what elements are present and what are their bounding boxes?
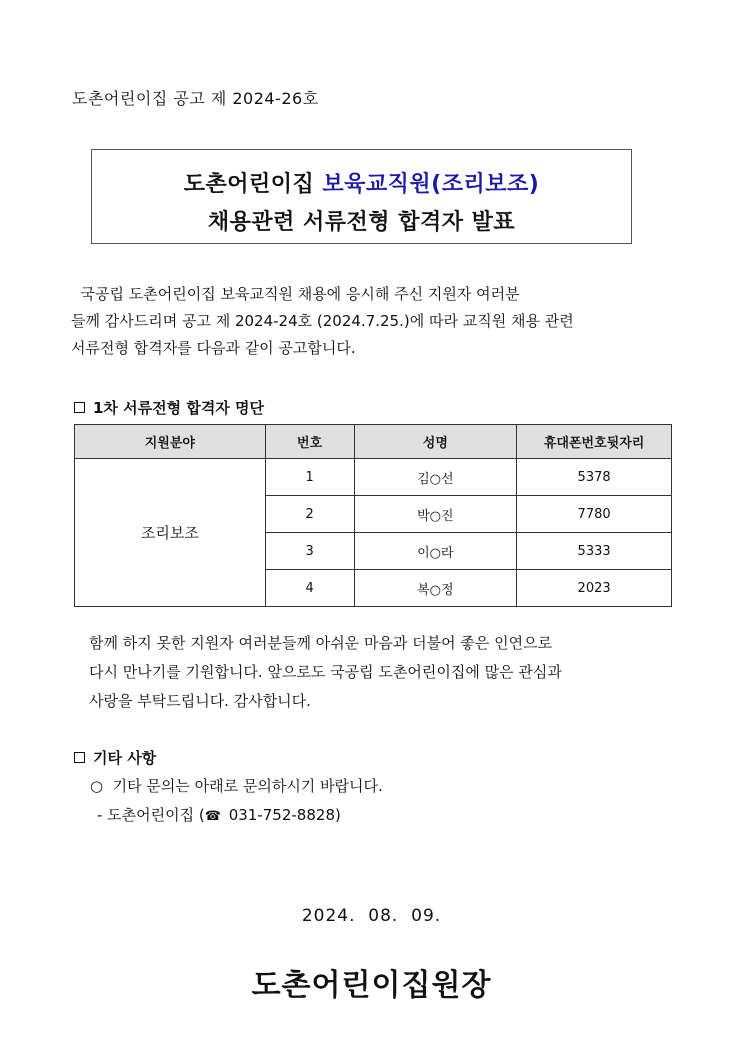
notice-date: 2024. 08. 09. <box>301 906 442 926</box>
closing-paragraph <box>89 629 679 716</box>
title-line-2: 채용관련 서류전형 합격자 발표 <box>207 210 516 235</box>
etc-inquiry-item: ○ 기타 문의는 아래로 문의하시기 바랍니다. <box>90 777 383 795</box>
intro-line: 서류전형 합격자를 다음과 같이 공고합니다. <box>71 339 356 357</box>
phone-cell: 5378 <box>517 459 672 496</box>
closing-line: 다시 만나기를 기원합니다. 앞으로도 국공립 도촌어린이집에 많은 관심과 <box>89 663 562 681</box>
table-header-row <box>75 425 672 459</box>
header-name: 성명 <box>354 425 517 459</box>
name-cell: 복○정 <box>354 570 517 607</box>
section-heading-label: 1차 서류전형 합격자 명단 <box>93 399 265 417</box>
number-cell: 4 <box>265 570 354 607</box>
checkbox-icon <box>74 402 85 413</box>
phone-cell: 5333 <box>517 533 672 570</box>
header-phone: 휴대폰번호뒷자리 <box>517 425 672 459</box>
closing-line: 사랑을 부탁드립니다. 감사합니다. <box>89 692 311 710</box>
header-number: 번호 <box>265 425 354 459</box>
checkbox-icon <box>74 752 85 763</box>
contact-prefix: - 도촌어린이집 ( <box>97 806 205 824</box>
phone-icon: ☎ <box>204 809 221 824</box>
section-heading-etc <box>74 747 156 768</box>
name-cell: 김○선 <box>354 459 517 496</box>
signature: 도촌어린이집원장 <box>251 968 492 1003</box>
roster-table <box>74 424 672 607</box>
name-cell: 박○진 <box>354 496 517 533</box>
table-row <box>75 459 672 496</box>
phone-cell: 2023 <box>517 570 672 607</box>
title-box <box>91 149 632 244</box>
contact-line <box>97 804 341 825</box>
intro-line: 들께 감사드리며 공고 제 2024-24호 (2024.7.25.)에 따라 교직원 채용 관련 <box>71 312 574 330</box>
phone-cell: 7780 <box>517 496 672 533</box>
closing-line: 함께 하지 못한 지원자 여러분들께 아쉬운 마음과 더불어 좋은 인연으로 <box>89 634 553 652</box>
section-heading-roster <box>74 397 264 418</box>
intro-line: 국공립 도촌어린이집 보육교직원 채용에 응시해 주신 지원자 여러분 <box>71 285 520 303</box>
name-cell: 이○라 <box>354 533 517 570</box>
title-accent: 보육교직원(조리보조) <box>322 172 540 197</box>
number-cell: 3 <box>265 533 354 570</box>
number-cell: 2 <box>265 496 354 533</box>
header-field: 지원분야 <box>75 425 266 459</box>
intro-paragraph <box>71 281 661 362</box>
contact-phone: 031-752-8828) <box>223 806 341 824</box>
section-heading-label: 기타 사항 <box>93 749 157 767</box>
title-prefix: 도촌어린이집 <box>183 172 323 197</box>
number-cell: 1 <box>265 459 354 496</box>
title-line-1 <box>92 167 631 198</box>
notice-number: 도촌어린이집 공고 제 2024-26호 <box>72 89 319 108</box>
field-cell: 조리보조 <box>75 459 266 607</box>
